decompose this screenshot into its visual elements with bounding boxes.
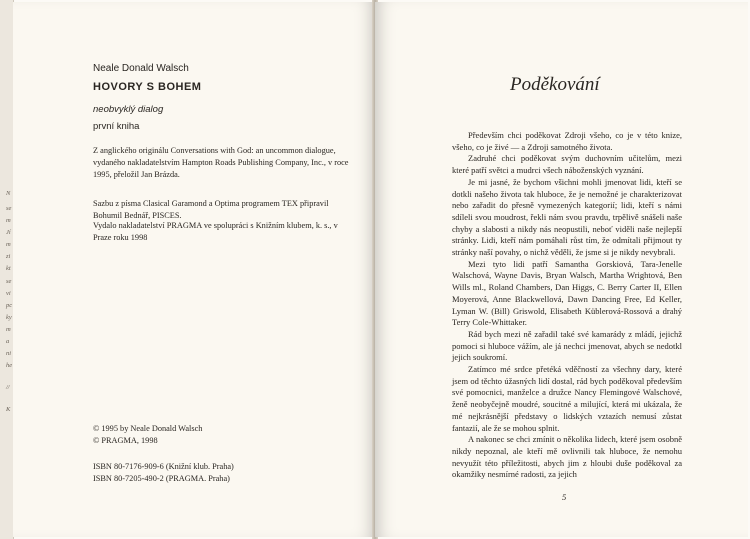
edge-text-fragment: se: [6, 278, 12, 285]
edge-text-fragment: ni: [6, 350, 12, 357]
edge-text-fragment: Jí: [6, 229, 11, 236]
paragraph: Mezi tyto lidi patří Samantha Gorskiová, Tara-Jenelle Walschová, Wayne Davis, Bryan Walsch, Martha Wrightová, Ben Wills ml., Roland Chambers, Dan Higgs, C. Berry Carter II, Ellen Moyerová, Anne Blackwellová, Dawn Dancing Free, Ed Keller, Lyman W. (Bill) Griswold, Elisabeth Küblerová-Rossová a drahý Terry Cole-Whittaker.: [452, 258, 682, 328]
publisher-note: Vydalo nakladatelství PRAGMA ve spolupráci s Knižním klubem, k. s., v Praze roku 1998: [93, 221, 338, 242]
edge-text-fragment: zi: [6, 253, 11, 260]
isbn-line: ISBN 80-7205-490-2 (PRAGMA. Praha): [93, 474, 230, 483]
page-number: 5: [562, 492, 567, 502]
edge-text-fragment: N: [6, 190, 11, 197]
book-subtitle: neobvyklý dialog: [93, 104, 164, 115]
author-name: Neale Donald Walsch: [93, 63, 189, 74]
edge-text-fragment: vi: [6, 290, 11, 297]
edge-text-fragment: m: [6, 326, 11, 333]
edge-text-fragment: a: [6, 338, 10, 345]
copyright-line: © 1995 by Neale Donald Walsch: [93, 424, 203, 433]
previous-page-edge: [0, 0, 14, 539]
book-title: HOVORY S BOHEM: [93, 81, 202, 93]
edge-text-fragment: he: [6, 362, 13, 369]
edge-text-fragment: kt: [6, 265, 11, 272]
paragraph: Především chci poděkovat Zdroji všeho, co je v této knize, všeho, co je živé — a Zdroji samotného života.: [452, 130, 682, 152]
copyright-line: © PRAGMA, 1998: [93, 436, 158, 445]
typesetting-note: Sazbu z písma Clasical Garamond a Optima programem TEX připravil Bohumil Bednář, PISCES.: [93, 199, 329, 220]
edge-text-fragment: //: [6, 384, 10, 391]
paragraph: Je mi jasné, že bychom všichni mohli jmenovat lidi, kteří se dotkli našeho života tak hluboce, že je nemožné je charakterizovat nebo zařadit do přesně vymezených kategorií; lidi, kteří s námi sdíleli svou moudrost, řekli nám svou pravdu, trpělivě snášeli naše chyby a slabosti a nikdy nás neopustili, neboť viděli naše nejlepší stránky. Lidi, kteří nám pomáhali růst tím, že odmítali přijmout ty stránky naší povahy, o nichž věděli, že jsme si je nikdy nevybrali.: [452, 176, 682, 258]
left-page: [13, 2, 375, 537]
edge-text-fragment: m: [6, 217, 11, 224]
translation-note: Z anglického originálu Conversations with God: an uncommon dialogue, vydaného nakladatelstvím Hampton Roads Publishing Company, Inc., v roce 1995, přeložil Jan Brázda.: [93, 146, 349, 179]
isbn-line: ISBN 80-7176-909-6 (Knižní klub. Praha): [93, 462, 234, 471]
edge-text-fragment: K: [6, 406, 11, 413]
acknowledgements-text: [452, 130, 682, 481]
paragraph: Zadruhé chci poděkovat svým duchovním učitelům, mezi které patří světci a mudrci všech náboženských vyznání.: [452, 153, 682, 176]
paragraph: Zatímco mé srdce přetéká vděčností za všechny dary, které jsem od těchto úžasných lidí dostal, rád bych poděkoval především své pomocnici, manželce a družce Nancy Flemingové Walschové, ženě neobyčejně moudré, soucitné a milující, která mi ukázala, že mé nejkrásnější představy o lidských vztazích nemusí zůstat fantazií, ale že se mohou splnit.: [452, 364, 682, 433]
book-volume: první kniha: [93, 121, 140, 132]
edge-text-fragment: m: [6, 241, 11, 248]
edge-text-fragment: ky: [6, 314, 12, 321]
paragraph: A nakonec se chci zmínit o několika lidech, které jsem osobně nikdy nepoznal, ale kteří mě ovlivnili tak hluboce, že nemohu nevyužít této příležitosti, abych jim z hloubi duše poděkoval za okamžiky nesmírné radosti, za jejich: [452, 434, 682, 480]
edge-text-fragment: se: [6, 205, 12, 212]
edge-text-fragment: pc: [6, 302, 13, 309]
page-heading: Poděkování: [510, 74, 600, 95]
paragraph: Rád bych mezi ně zařadil také své kamarády z mládí, jejichž pomoci si hluboce vážím, ale já nechci jmenovat, abych se nedotkl jejich soukromí.: [452, 328, 682, 363]
